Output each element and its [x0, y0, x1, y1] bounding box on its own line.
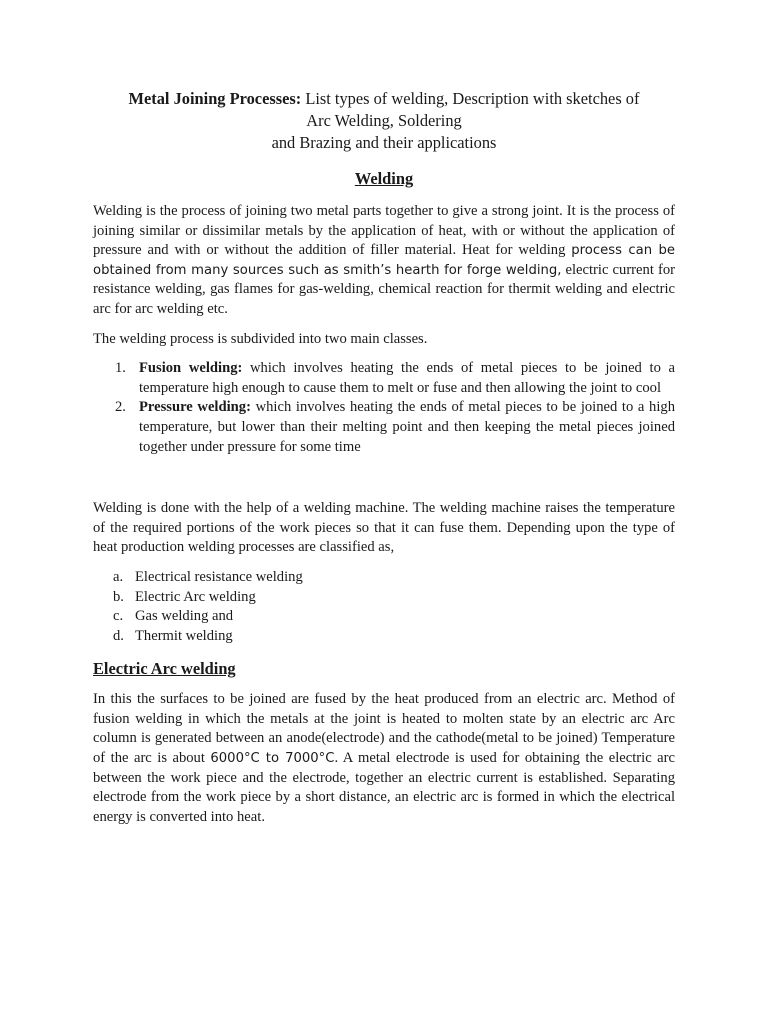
type-label: Electric Arc welding: [135, 588, 256, 605]
arc-part1: In this the surfaces to be joined are fused by the heat produced from an electric arc. Method of fusion welding in which the metals at the joint is heated to molten state by an electric arc Arc column is generated between an anode(electrode) and the cathode(metal to be joined) Temperature of the arc is about: [93, 691, 675, 767]
arc-part2: . A metal electrode is used for obtaining the electric arc between the work piece and the electrode, together an electric current is established. Separating electrode from the work piece by a short distance, an electric arc is formed in which the electrical energy is converted into heat.: [93, 750, 675, 825]
title-line1-rest: List types of welding, Description with sketches of: [301, 89, 640, 108]
class-description: which involves heating the ends of metal pieces to be joined to a temperature high enough to cause them to melt or fuse and then allowing the joint to cool: [139, 360, 675, 396]
welding-heading: Welding: [354, 169, 414, 188]
welding-types-list: [93, 568, 675, 646]
title-line3: and Brazing and their applications: [271, 133, 497, 152]
arc-welding-heading: Electric Arc welding: [93, 659, 236, 679]
type-label: Thermit welding: [135, 627, 233, 644]
intro-part1: Welding is the process of joining two metal parts together to give a strong joint. It is the process of joining similar or dissimilar metals by the application of heat, with or without the application of pressure and with or without the addition of filler material. Heat for welding: [93, 203, 675, 259]
list-item: [93, 568, 675, 588]
list-letter: a.: [113, 568, 124, 585]
machine-paragraph: Welding is done with the help of a welding machine. The welding machine raises the temperature of the required portions of the work pieces so that it can fuse them. Depending upon the type of heat production welding processes are classified as,: [93, 500, 675, 556]
list-letter: d.: [113, 627, 124, 644]
class-description: which involves heating the ends of metal pieces to be joined to a high temperature, but lower than their melting point and then keeping the metal pieces joined together under pressure for some time: [139, 399, 675, 455]
list-letter: c.: [113, 608, 124, 625]
class-term: Fusion welding:: [139, 360, 243, 377]
class-term: Pressure welding:: [139, 399, 251, 416]
arc-paragraph: [93, 690, 675, 827]
list-number: 2.: [115, 399, 126, 416]
list-item: [93, 359, 675, 398]
list-item: [93, 627, 675, 647]
list-item: [93, 588, 675, 608]
title-bold: Metal Joining Processes:: [128, 89, 302, 108]
list-letter: b.: [113, 588, 124, 605]
document-page: [93, 88, 675, 827]
intro-part3: electric current for resistance welding, gas flames for gas-welding, chemical reaction for thermit welding and electric arc for arc welding etc.: [93, 261, 675, 317]
classes-paragraph: The welding process is subdivided into two main classes.: [93, 330, 428, 347]
type-label: Gas welding and: [135, 608, 234, 625]
list-item: [93, 398, 675, 457]
list-item: [93, 607, 675, 627]
intro-part2: process can be obtained from many sources such as smith’s hearth for forge welding,: [93, 243, 675, 278]
title-line2: Arc Welding, Soldering: [306, 111, 462, 130]
arc-temperature: 6000°C to 7000°C: [210, 751, 335, 767]
document-title: [93, 88, 675, 154]
type-label: Electrical resistance welding: [135, 568, 303, 585]
welding-classes-list: [93, 359, 675, 457]
intro-paragraph: [93, 202, 675, 320]
list-number: 1.: [115, 360, 126, 377]
